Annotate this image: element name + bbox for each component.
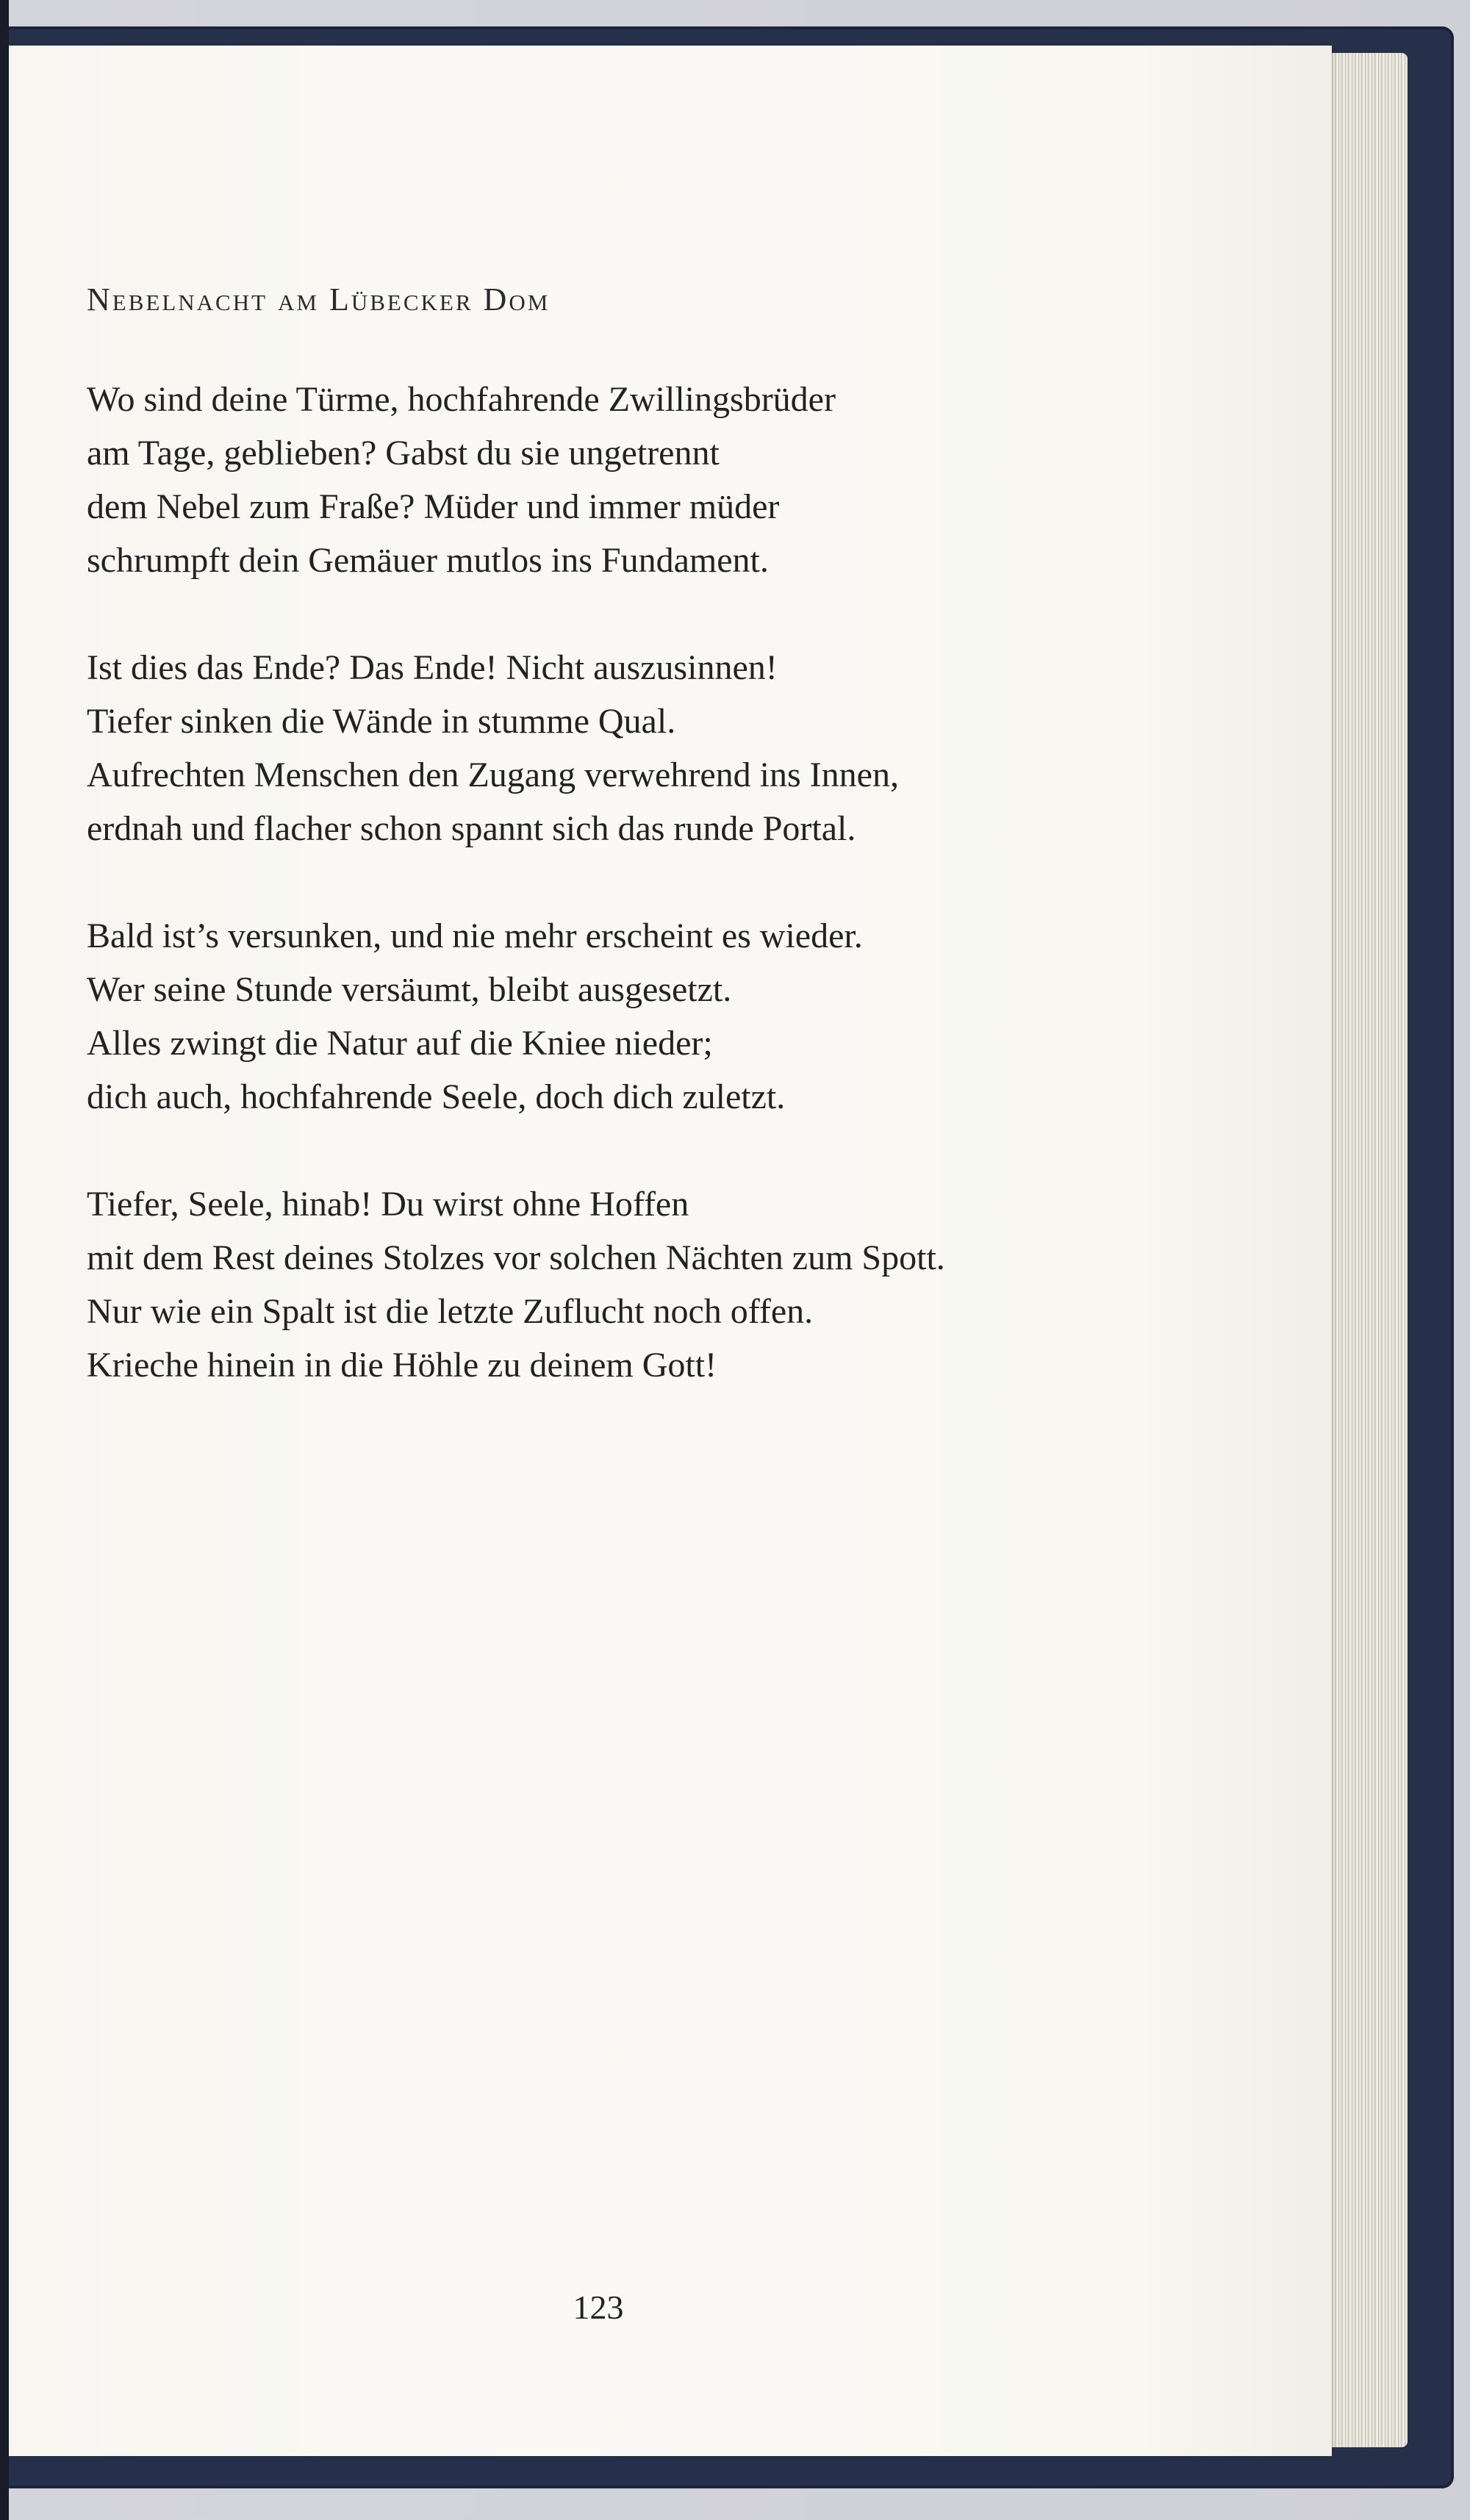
poem-line: Wer seine Stunde versäumt, bleibt ausgesetzt. bbox=[87, 970, 732, 1009]
poem-line: Ist dies das Ende? Das Ende! Nicht auszusinnen! bbox=[87, 648, 778, 687]
poem-line: Bald ist’s versunken, und nie mehr erscheint es wieder. bbox=[87, 916, 863, 955]
poem-line: mit dem Rest deines Stolzes vor solchen Nächten zum Spott. bbox=[87, 1238, 945, 1277]
poem-line: erdnah und flacher schon spannt sich das runde Portal. bbox=[87, 809, 856, 848]
poem-body bbox=[87, 373, 1299, 1446]
poem-line: Tiefer sinken die Wände in stumme Qual. bbox=[87, 702, 676, 741]
stanza-1 bbox=[87, 373, 1299, 587]
poem-line: Krieche hinein in die Höhle zu deinem Gott! bbox=[87, 1346, 717, 1385]
poem-line: Nur wie ein Spalt ist die letzte Zuflucht noch offen. bbox=[87, 1292, 814, 1331]
stanza-4 bbox=[87, 1177, 1299, 1392]
cover-edge bbox=[0, 0, 9, 2520]
page-number: 123 bbox=[573, 2289, 624, 2326]
page-edges bbox=[1319, 53, 1408, 2447]
poem-line: Aufrechten Menschen den Zugang verwehrend ins Innen, bbox=[87, 755, 899, 794]
stanza-2 bbox=[87, 641, 1299, 855]
poem-line: Alles zwingt die Natur auf die Kniee nieder; bbox=[87, 1024, 713, 1063]
poem-line: Wo sind deine Türme, hochfahrende Zwillingsbrüder bbox=[87, 380, 836, 419]
poem-line: dem Nebel zum Fraße? Müder und immer müder bbox=[87, 487, 780, 526]
poem-title: Nebelnacht am Lübecker Dom bbox=[87, 281, 551, 317]
poem-line: am Tage, geblieben? Gabst du sie ungetrennt bbox=[87, 434, 720, 473]
stanza-3 bbox=[87, 909, 1299, 1124]
poem-line: dich auch, hochfahrende Seele, doch dich zuletzt. bbox=[87, 1077, 786, 1116]
book-page bbox=[9, 46, 1332, 2456]
poem-line: Tiefer, Seele, hinab! Du wirst ohne Hoffen bbox=[87, 1185, 689, 1224]
poem-line: schrumpft dein Gemäuer mutlos ins Fundament. bbox=[87, 541, 769, 580]
